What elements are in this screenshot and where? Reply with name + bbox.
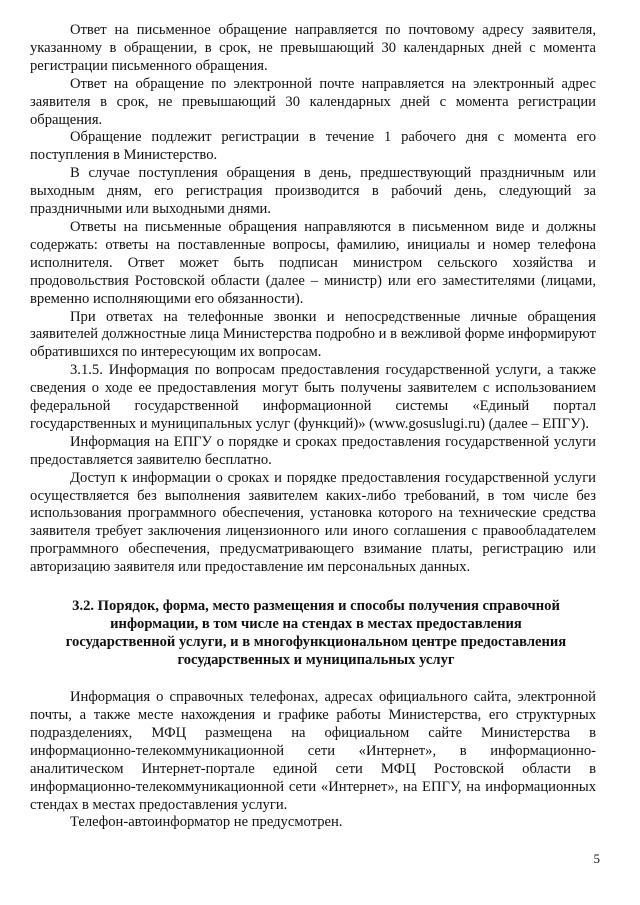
page-number: 5 [593, 851, 600, 866]
paragraph-reply-contents: Ответы на письменные обращения направляются в письменном виде и должны содержать: ответы на поставленные вопросы, фамилию, инициалы и номер телефона исполнителя. Ответ может быть подписан министром сельского хозяйства и продовольствия Ростовской области (далее – министр) или его заместителями (лицами, временно исполняющими его обязанности). [30, 218, 596, 307]
paragraph-registration-term: Обращение подлежит регистрации в течение 1 рабочего дня с момента его поступления в Министерство. [30, 129, 596, 164]
section-heading-3-2: 3.2. Порядок, форма, место размещения и способы получения справочной информации, в том числе на стендах в местах предоставления государственной услуги, и в многофункциональном центре предоставления государственных и муниципальных услуг [65, 598, 567, 669]
paragraph-holiday-registration: В случае поступления обращения в день, предшествующий праздничным или выходным дням, его регистрация производится в рабочий день, следующий за праздничными или выходными днями. [30, 165, 596, 218]
paragraph-3-1-5-epgu: 3.1.5. Информация по вопросам предоставления государственной услуги, а также сведения о ходе ее предоставления могут быть получены заявителем с использованием федеральной государственной информационной системы «Единый портал государственных и муниципальных услуг (функций)» (www.gosuslugi.ru) (далее – ЕПГУ). [30, 362, 596, 432]
page-body [30, 22, 596, 832]
paragraph-access-conditions: Доступ к информации о сроках и порядке предоставления государственной услуги осуществляется без выполнения заявителем каких-либо требований, в том числе без использования программного обеспечения, установка которого на технические средства заявителя требует заключения лицензионного или иного соглашения с правообладателем программного обеспечения, предусматривающего взимание платы, регистрацию или авторизацию заявителя или предоставление им персональных данных. [30, 469, 596, 576]
paragraph-epgu-free: Информация на ЕПГУ о порядке и сроках предоставления государственной услуги предоставляется заявителю бесплатно. [30, 433, 596, 468]
paragraph-email-reply: Ответ на обращение по электронной почте направляется на электронный адрес заявителя в срок, не превышающий 30 календарных дней с момента регистрации обращения. [30, 75, 596, 128]
paragraph-autoinformer: Телефон-автоинформатор не предусмотрен. [70, 814, 343, 831]
heading-spacer [30, 669, 596, 689]
paragraph-reference-info: Информация о справочных телефонах, адресах официального сайта, электронной почты, а также месте нахождения и графике работы Министерства, его структурных подразделениях, МФЦ размещена на официальном сайте Министерства в информационно-телекоммуникационной сети «Интернет», в информационно-аналитическом Интернет-портале единой сети МФЦ Ростовской области в информационно-телекоммуникационной сети «Интернет», на ЕПГУ, на информационных стендах в местах предоставления услуги. [30, 689, 596, 813]
paragraph-phone-calls: При ответах на телефонные звонки и непосредственные личные обращения заявителей должностные лица Министерства подробно и в вежливой форме информируют обратившихся по интересующим их вопросам. [30, 308, 596, 361]
paragraph-written-reply: Ответ на письменное обращение направляется по почтовому адресу заявителя, указанному в обращении, в срок, не превышающий 30 календарных дней с момента регистрации письменного обращения. [30, 22, 596, 74]
